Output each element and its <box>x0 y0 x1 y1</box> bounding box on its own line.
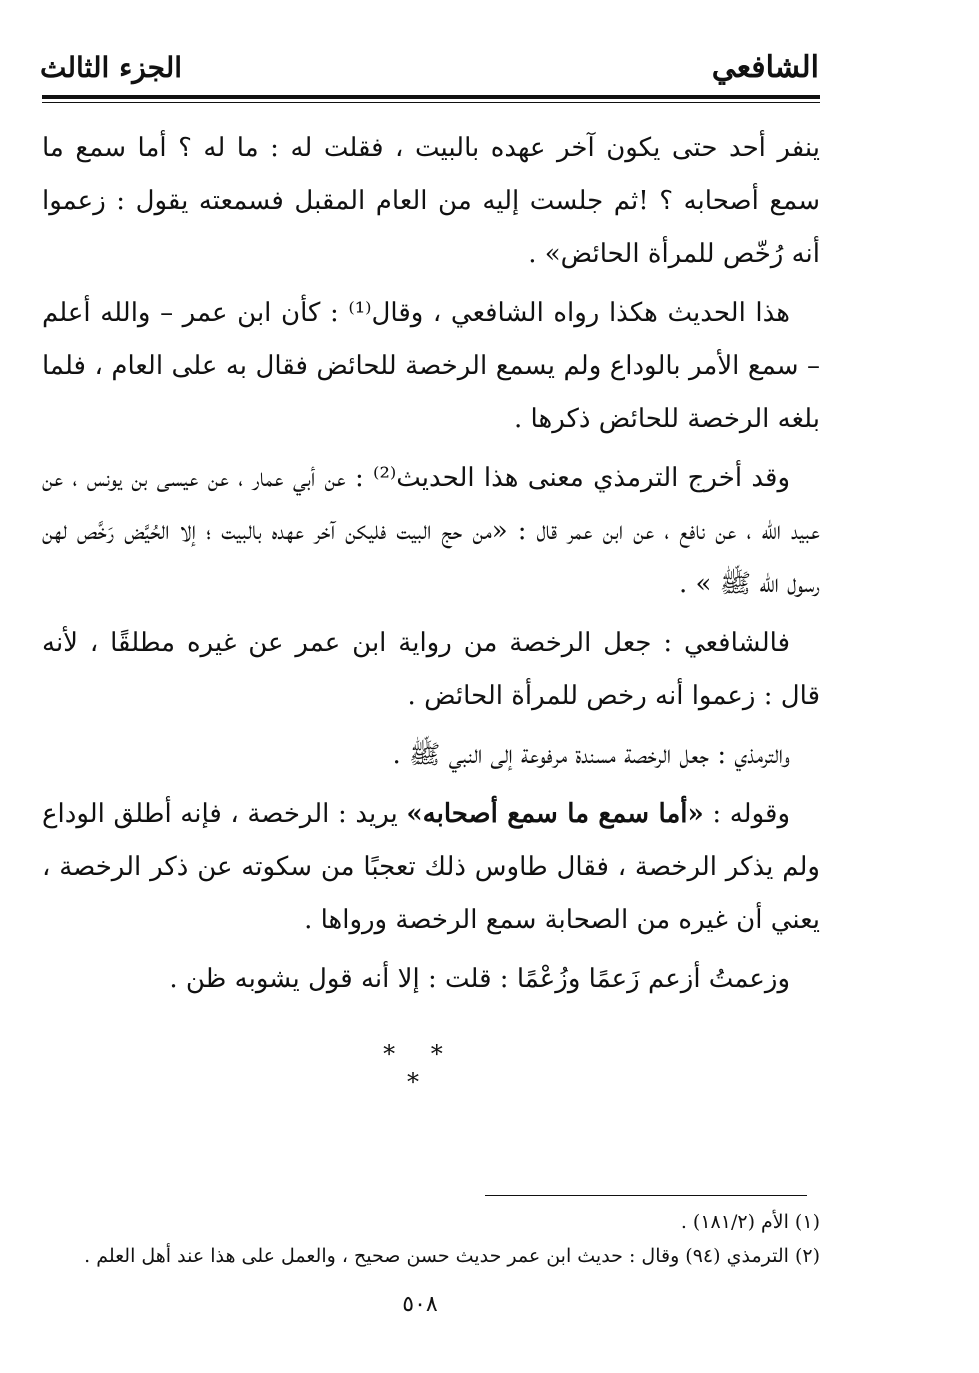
main-text <box>42 122 820 1012</box>
volume-title: الجزء الثالث <box>40 51 183 84</box>
paragraph-3: وقد أخرج الترمذي معنى هذا الحديث⁽²⁾ : عن أبي عمار ، عن عيسى بن يونس ، عن عبيد الله ، عن نافع ، عن ابن عمر قال : «من حج البيت فليكن آخر عهده بالبيت ؛ إلا الحُيَّض رَخَّص لهن رسول الله ﷺ » . <box>42 463 820 599</box>
footnote-1: (١) الأم (١٨١/٢) . <box>680 1211 820 1233</box>
footnote-2: (٢) الترمذي (٩٤) وقال : حديث ابن عمر حديث حسن صحيح ، والعمل على هذا عند أهل العلم . <box>84 1245 820 1267</box>
paragraph-6 <box>42 788 820 947</box>
paragraph-4: فالشافعي : جعل الرخصة من رواية ابن عمر عن غيره مطلقًا ، لأنه قال : زعموا أنه رخص للمرأة الحائض . <box>42 628 820 711</box>
paragraph-6-lead: وقوله : <box>703 799 791 829</box>
paragraph-2: هذا الحديث هكذا رواه الشافعي ، وقال⁽¹⁾ : كأن ابن عمر – والله أعلم – سمع الأمر بالوداع ولم يسمع الرخصة للحائض فقال به على العام ، فلما بلغه الرخصة للحائض ذكرها . <box>42 298 820 434</box>
page-header <box>40 48 819 94</box>
paragraph-5: والترمذي : جعل الرخصة مسندة مرفوعة إلى النبي ﷺ . <box>392 740 790 770</box>
paragraph-6-rest: يريد : الرخصة ، فإنه أطلق الوداع ولم يذكر الرخصة ، فقال طاوس ذلك تعجبًا من سكوته عن ذكر الرخصة ، يعني أن غيره من الصحابة سمع الرخصة ورواها . <box>42 799 820 935</box>
header-rule-thick <box>42 95 820 99</box>
footnotes <box>30 1205 820 1273</box>
paragraph-7: وزعمتُ أزعم زَعمًا وزُعْمًا : قلت : إلا أنه قول يشوبه ظن . <box>169 964 790 994</box>
header-rule-thin <box>42 102 820 103</box>
footnote-rule <box>485 1195 807 1196</box>
paragraph-1: ينفر أحد حتى يكون آخر عهده بالبيت ، فقلت له : ما له ؟ أما سمع ما سمع أصحابه ؟ !ثم جلست إليه من العام المقبل فسمعته يقول : زعموا أنه رُخّص للمرأة الحائض» . <box>42 133 820 269</box>
section-separator: * * * <box>383 1040 457 1096</box>
book-title: الشافعي <box>711 50 819 85</box>
page-number: ٥٠٨ <box>402 1292 438 1317</box>
quoted-phrase: «أما سمع ما سمع أصحابه» <box>406 799 704 829</box>
